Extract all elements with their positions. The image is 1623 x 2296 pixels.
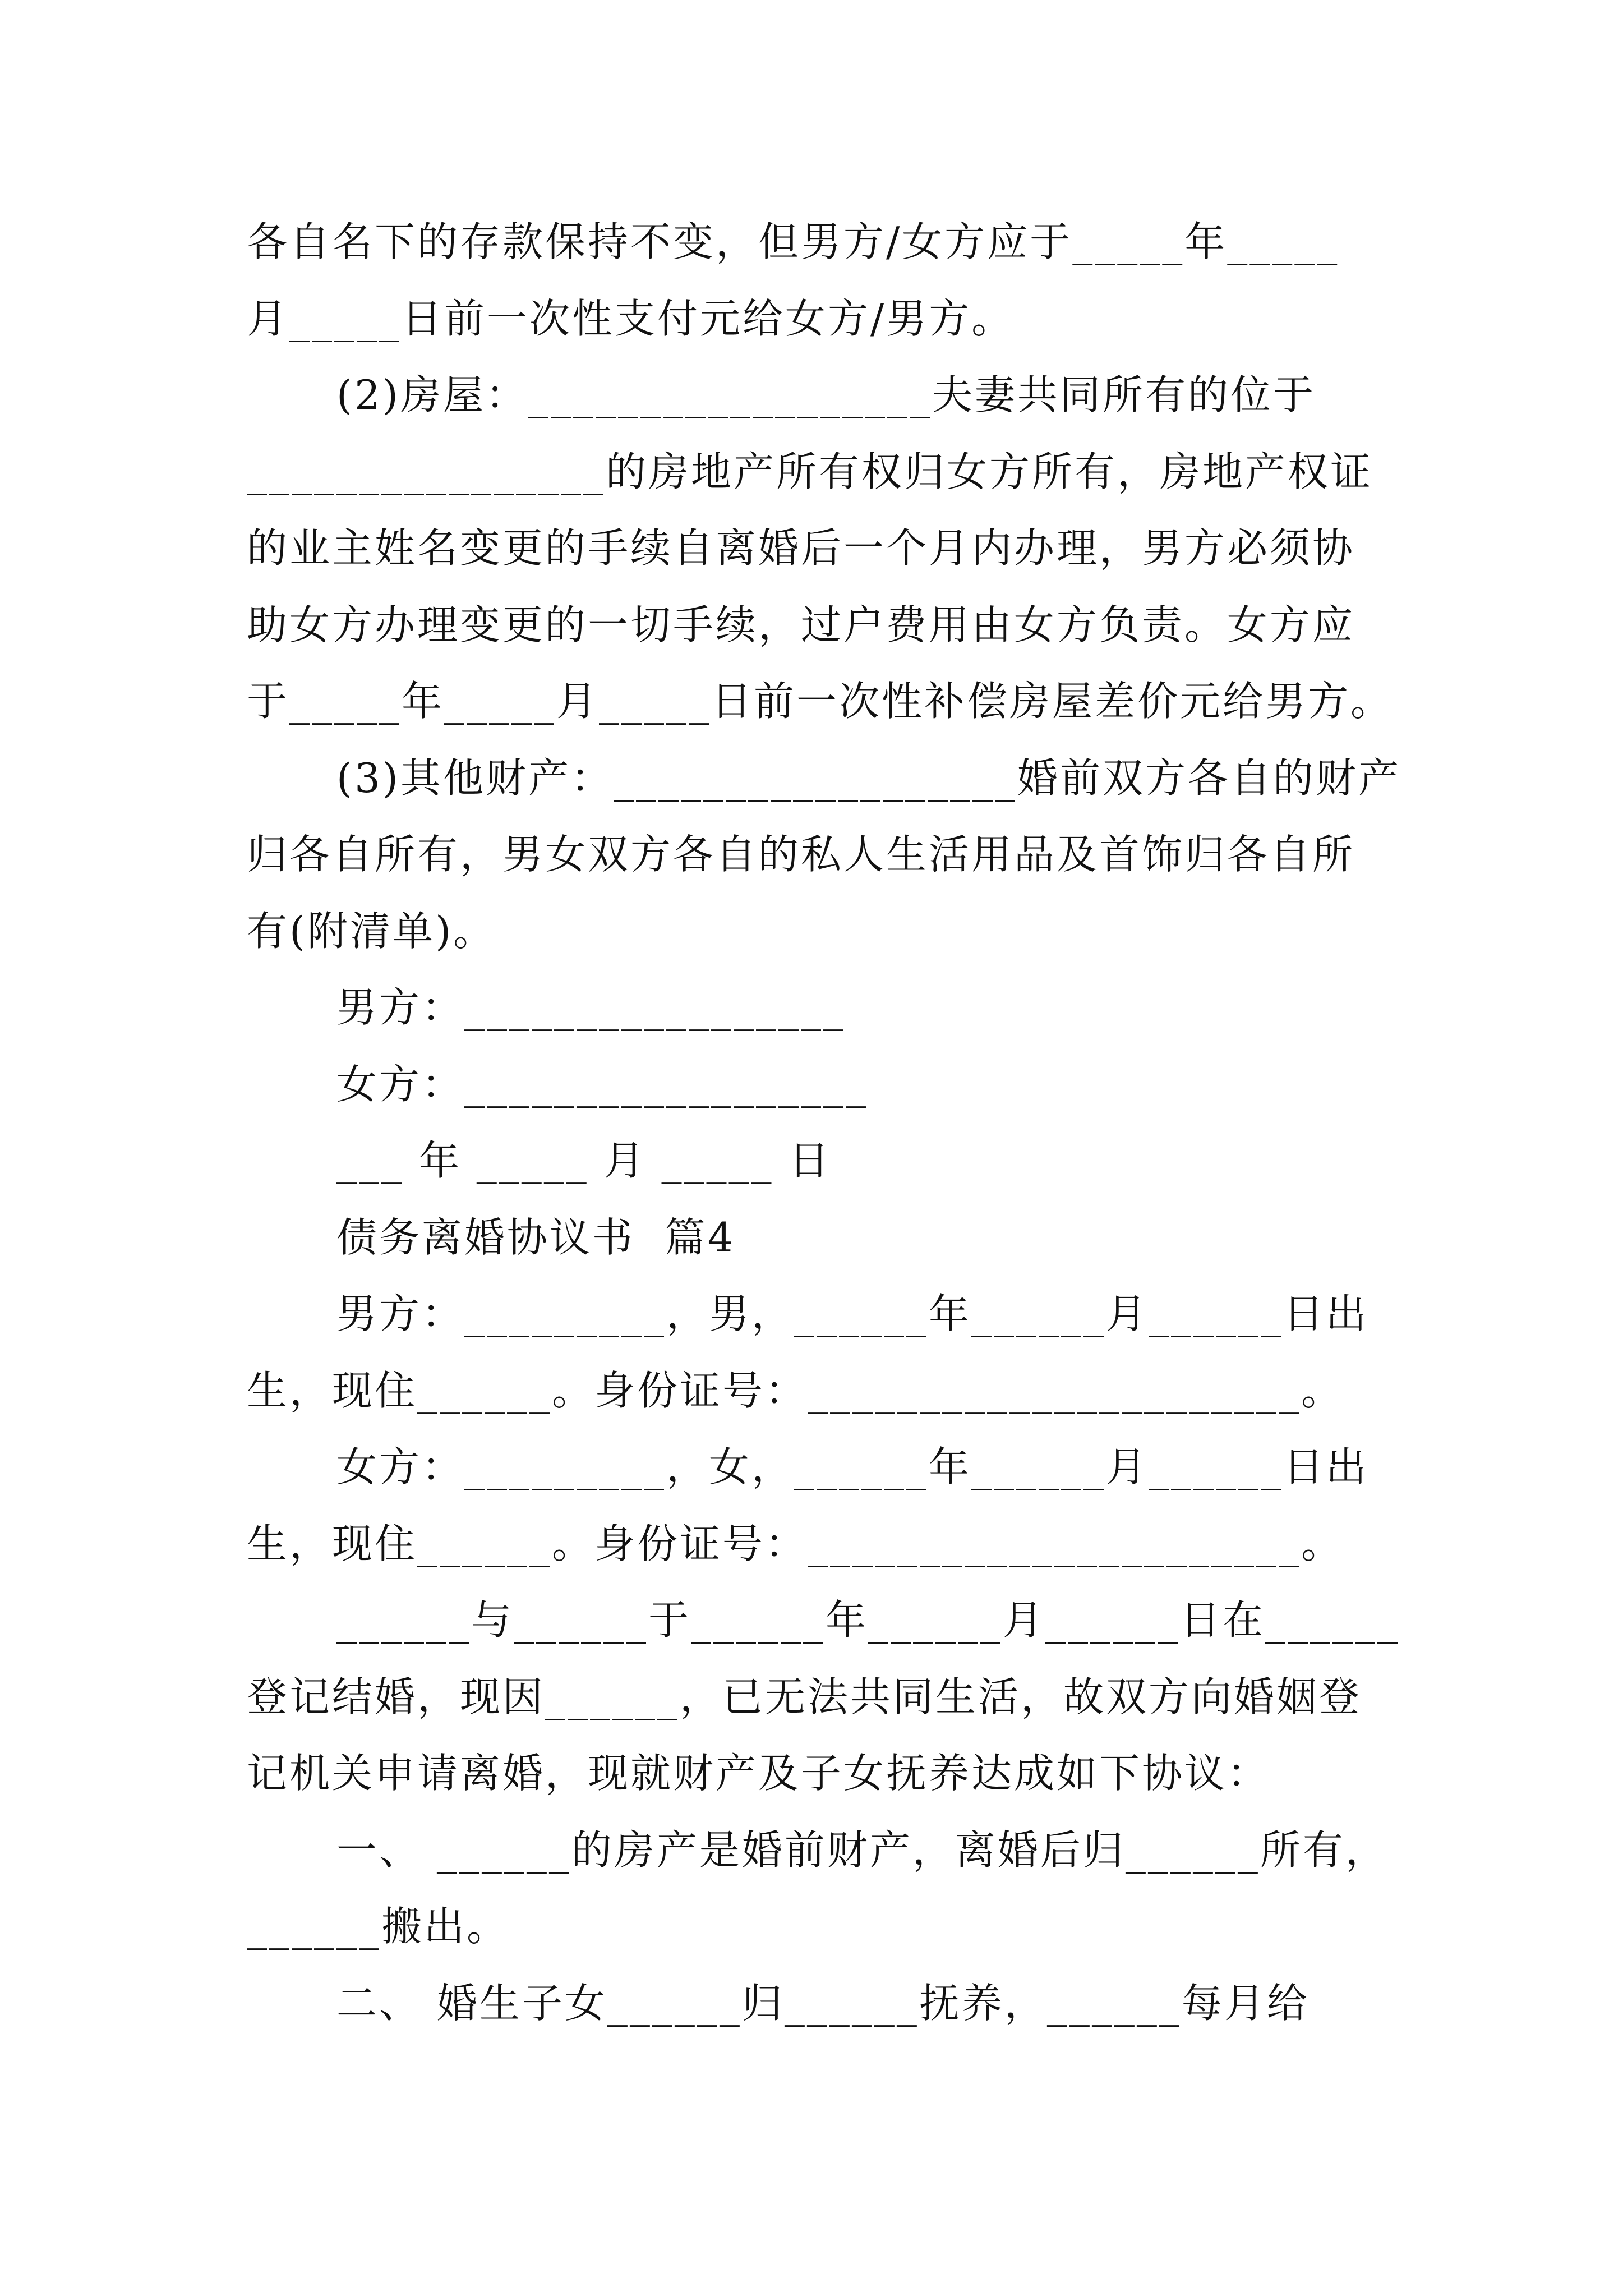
text-line: 一、 ______的房产是婚前财产，离婚后归______所有， xyxy=(336,1826,1388,1874)
text-line: 记机关申请离婚，现就财产及子女抚养达成如下协议： xyxy=(247,1750,1270,1797)
text-line: 月_____日前一次性支付元给女方/男方。 xyxy=(247,295,1015,342)
text-line: 助女方办理变更的一切手续，过户费用由女方负责。女方应 xyxy=(247,601,1355,648)
text-line: 归各自所有，男女双方各自的私人生活用品及首饰归各自所 xyxy=(247,831,1355,878)
text-line: 登记结婚，现因______，已无法共同生活，故双方向婚姻登 xyxy=(247,1673,1362,1720)
text-line: (3)其他财产：__________________婚前双方各自的财产 xyxy=(336,754,1401,802)
text-line: 各自名下的存款保持不变，但男方/女方应于_____年_____ xyxy=(247,218,1340,265)
text-line: 生，现住______。身份证号：______________________。 xyxy=(247,1367,1344,1414)
text-line: 二、 婚生子女______归______抚养，______每月给 xyxy=(336,1980,1310,2027)
text-line: ______与______于______年______月______日在______ xyxy=(336,1596,1400,1644)
text-line: 男方：_________，男，______年______月______日出 xyxy=(336,1290,1369,1337)
text-line: (2)房屋：__________________夫妻共同所有的位于 xyxy=(336,371,1316,418)
text-line: 生，现住______。身份证号：______________________。 xyxy=(247,1520,1344,1567)
text-line: 有(附清单)。 xyxy=(247,908,496,955)
text-line: 的业主姓名变更的手续自离婚后一个月内办理，男方必须协 xyxy=(247,524,1355,572)
text-line: 男方：_________________ xyxy=(336,984,846,1031)
text-line: 女方：_________，女，______年______月______日出 xyxy=(336,1443,1369,1490)
text-line: ______搬出。 xyxy=(247,1903,510,1950)
text-line: ___ 年 _____ 月 _____ 日 xyxy=(336,1137,832,1184)
text-line: 女方：__________________ xyxy=(336,1061,869,1108)
text-line: ________________的房地产所有权归女方所有，房地产权证 xyxy=(247,448,1373,495)
section-heading: 债务离婚协议书 篇4 xyxy=(336,1214,736,1261)
text-line: 于_____年_____月_____日前一次性补偿房屋差价元给男方。 xyxy=(247,678,1394,725)
